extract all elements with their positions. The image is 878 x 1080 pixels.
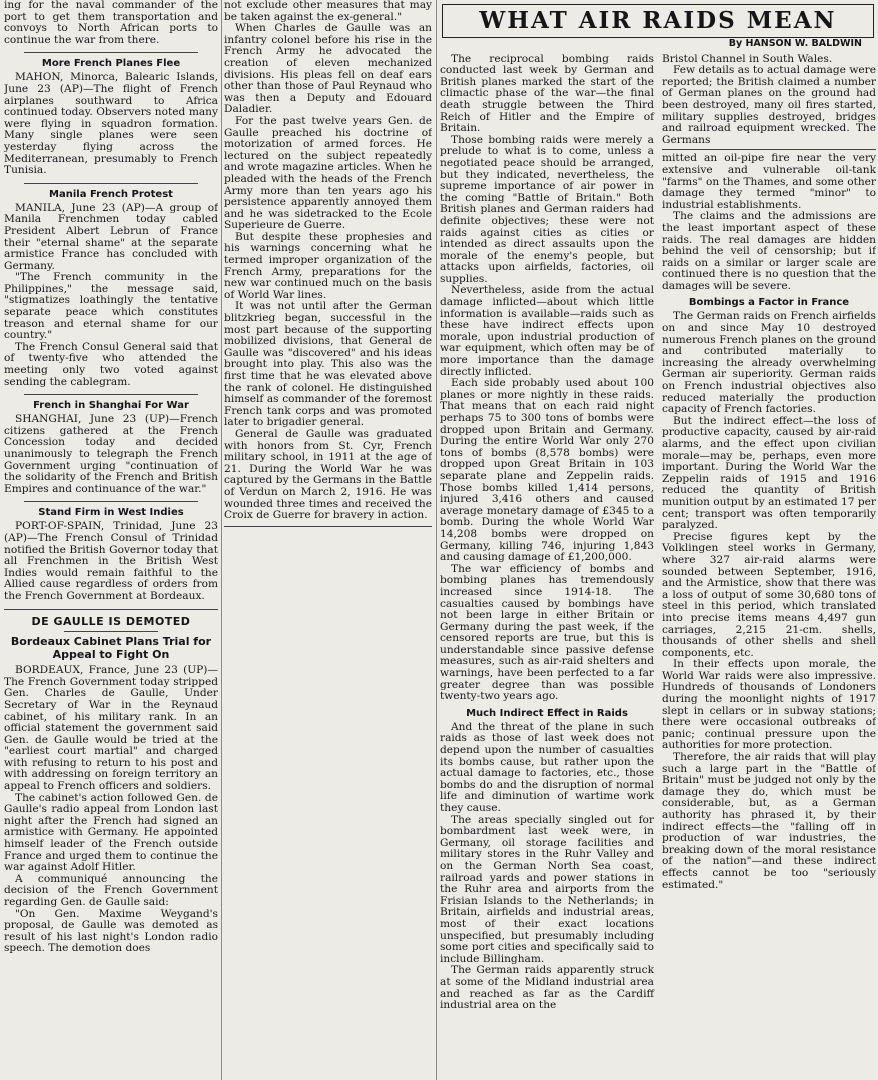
paragraph: Those bombing raids were merely a prelude to what is to come, unless a negotiated peace should be arranged, but they indicated, nevertheless, the supreme importance of air power in the coming "Battle of Britain." Both British planes and German raiders had definite objectives; these were not raids against cities as cities or intended as direct assaults upon the morale of the enemy's people, but attacks upon airfields, factories, oil supplies.: [440, 133, 654, 285]
column-rule: [221, 0, 222, 1080]
article-headline: WHAT AIR RAIDS MEAN: [479, 7, 837, 34]
paragraph: Few details as to actual damage were reported; the British claimed a number of German planes on the ground had been destroyed, many oil fires started, military supplies destroyed, bridges and railroad equipment wrecked. The Germans: [662, 64, 876, 146]
paragraph: not exclude other measures that may be taken against the ex-general.": [224, 0, 432, 23]
continued-text: ing for the naval commander of the port to get them transportation and convoys to North African ports to continue the war from there.: [4, 0, 218, 46]
subhead-manila: Manila French Protest: [49, 188, 173, 200]
paragraph: mitted an oil-pipe fire near the very extensive and vulnerable oil-tank "farms" on the Thames, and some other damage they termed "minor" to industrial establishments.: [662, 152, 876, 211]
paragraph: General de Gaulle was graduated with honors from St. Cyr, French military school, in 1911 at the age of 21. During the World War he was captured by the Germans in the Battle of Verdun on March 2, 1916. He was wounded three times and received the Croix de Guerre for bravery in action.: [224, 427, 432, 522]
article-column-right: [662, 54, 876, 1012]
subhead-west-indies: Stand Firm in West Indies: [38, 507, 184, 519]
subhead-planes-flee: More French Planes Flee: [41, 58, 181, 70]
paragraph: The claims and the admissions are the least important aspect of these raids. The real damages are hidden behind the veil of censorship; but if raids on a similar or larger scale are continued there is no question that the damages will be severe.: [662, 210, 876, 292]
paragraph: A communiqué announcing the decision of the French Government regarding Gen. de Gaulle said:: [4, 872, 218, 908]
paragraph: And the threat of the plane in such raids as those of last week does not depend upon the number of casualties its bombs cause, but rather upon the actual damage to factories, etc., those bombs do and the disruption of normal life and diminution of wartime work they cause.: [440, 720, 654, 814]
paragraph: Therefore, the air raids that will play such a large part in the "Battle of Britain" must be judged not only by the damage they do, which must be considerable, but, as a German authority has phrased it, by their indirect effects—the "falling off in production of war industries, the breaking down of the moral resistance of the nation"—and these indirect effects cannot be too "seriously estimated.": [662, 751, 876, 891]
paragraph: The German raids apparently struck at some of the Midland industrial area and reached as far as the Cardiff industrial area on the: [440, 964, 654, 1012]
paragraph: Bristol Channel in South Wales.: [662, 52, 833, 65]
article-columns: [440, 54, 876, 1012]
paragraph: The German raids on French airfields on and since May 10 destroyed numerous French planes on the ground and contributed materially to increasing the already overwhelming German air superiority. German raids on French industrial objectives also reduced materially the production capacity of French factories.: [662, 310, 876, 416]
paragraph: MAHON, Minorca, Balearic Islands, June 23 (AP)—The flight of French airplanes southward to Africa continued today. Observers noted many were flying in squadron formation. Many single planes were seen yesterday flying across the Mediterranean, presumably to French Tunisia.: [4, 71, 218, 177]
paragraph: The reciprocal bombing raids conducted last week by German and British planes marked the start of the climactic phase of the war—the final death struggle between the Third Reich of Hitler and the Empire of Britain.: [440, 52, 654, 135]
paragraph: It was not until after the German blitzkrieg began, successful in the most part because of the supporting mobilized divisions, that General de Gaulle was "discovered" and his ideas brought into play. This also was the first time that he was elevated above the rank of colonel. He distinguished himself as commander of the foremost French tank corps and was promoted later to brigadier general.: [224, 300, 432, 429]
divider: [24, 183, 198, 184]
paragraph: PORT-OF-SPAIN, Trinidad, June 23 (AP)—The French Consul of Trinidad notified the British Governor today that all Frenchmen in the British West Indies would remain faithful to the Allied cause regardless of orders from the French Government at Bordeaux.: [4, 520, 218, 602]
paragraph: But the indirect effect—the loss of productive capacity, caused by air-raid alarms, and the effect upon civilian morale—may be, perhaps, even more important. During the World War the Zeppelin raids of 1915 and 1916 reduced the quantity of British munition output by an estimated 17 per cent; transport was often temporarily paralyzed.: [662, 414, 876, 532]
article-headline-box: [442, 4, 874, 38]
headline-de-gaulle: DE GAULLE IS DEMOTED: [31, 614, 191, 628]
divider: [24, 52, 198, 53]
paragraph: The areas specially singled out for bombardment last week were, in Germany, oil storage facilities and military stores in the Ruhr Valley and on the German North Sea coast, railroad yards and power stations in the Ruhr area and airports from the Frisian Islands to the Netherlands; in Britain, airfields and industrial areas, most of their exact locations unspecified, but presumably including some port cities and specifically said to include Billingham.: [440, 813, 654, 965]
paragraph: "On Gen. Maxime Weygand's proposal, de Gaulle was demoted as result of his last night's London radio speech. The demotion does: [4, 907, 218, 955]
paragraph: MANILA, June 23 (AP)—A group of Manila Frenchmen today cabled President Albert Lebrun of France their "eternal shame" at the separate armistice France has concluded with Germany.: [4, 201, 218, 272]
paragraph: Each side probably used about 100 planes or more nightly in these raids. That means that on each raid night perhaps 75 to 300 tons of bombs were dropped upon Britain and Germany. During the entire World War only 270 tons of bombs (8,578 bombs) were dropped upon Great Britain in 103 separate plane and Zeppelin raids. Those bombs killed 1,414 persons, injured 3,416 others and caused average monetary damage of £345 to a bomb. During the whole World War 14,208 bombs were dropped on Germany, killing 746, injuring 1,843 and causing damage of £1,200,000.: [440, 377, 654, 564]
subhead-indirect-effect: Much Indirect Effect in Raids: [466, 707, 628, 719]
column-rule: [436, 0, 437, 1080]
column-1: [4, 0, 218, 1080]
divider: [662, 149, 876, 150]
divider: [24, 394, 198, 395]
subhead-bordeaux: Bordeaux Cabinet Plans Trial for Appeal to Fight On: [10, 635, 212, 662]
byline: By HANSON W. BALDWIN: [728, 38, 862, 49]
paragraph: SHANGHAI, June 23 (UP)—French citizens gathered at the French Concession today and decided unanimously to telegraph the French Government urging "continuation of the solidarity of the French and British Empires and continuance of the war.": [4, 413, 218, 495]
paragraph: The war efficiency of bombs and bombing planes has tremendously increased since 1914-18. The casualties caused by bombings have not been large in either Britain or Germany during the past week, if the censored reports are true, but this is understandable since passive defense measures, such as air-raid shelters and warnings, have been perfected to a far greater degree than was possible twenty-two years ago.: [440, 562, 654, 703]
paragraph: Nevertheless, aside from the actual damage inflicted—about which little information is available—raids such as these have indirect effects upon morale, upon industrial production of war equipment, which often may be of more importance than the damage directly inflicted.: [440, 284, 654, 378]
article-air-raids: [440, 0, 876, 1080]
paragraph: In their effects upon morale, the World War raids were also impressive. Hundreds of thousands of Londoners during the moonlight nights of 1917 slept in cellars or in subway stations; there were occasional outbreaks of panic; continual pressure upon the authorities for more protection.: [662, 658, 876, 752]
subhead-bombings-france: Bombings a Factor in France: [688, 297, 850, 309]
divider: [224, 526, 432, 527]
paragraph: For the past twelve years Gen. de Gaulle preached his doctrine of motorization of armed forces. He lectured on the subject repeatedly and wrote magazine articles. When he pleaded with the heads of the French Army more than ten years ago his persistence apparently annoyed them and he was sidetracked to the Ecole Superieure de Guerre.: [224, 114, 432, 232]
paragraph: "The French community in the Philippines," the message said, "stigmatizes loathingly the tentative separate peace which constitutes treason and eternal shame for our country.": [4, 271, 218, 342]
paragraph: Precise figures kept by the Volklingen steel works in Germany, where 327 air-raid alarms were sounded between September, 1916, and the Armistice, show that there was a loss of output of some 30,680 tons of steel in this period, which translated into precise items means 4,497 gun carriages, 2,215 21-cm. shells, thousands of other shells and shell components, etc.: [662, 530, 876, 659]
divider: [4, 609, 218, 610]
paragraph: The cabinet's action followed Gen. de Gaulle's radio appeal from London last night after the French had signed an armistice with Germany. He appointed himself leader of the French outside France and urged them to continue the war against Adolf Hitler.: [4, 791, 218, 874]
article-column-left: [440, 54, 654, 1012]
paragraph: BORDEAUX, France, June 23 (UP)—The French Government today stripped Gen. Charles de Gaulle, Under Secretary of War in the Reynaud cabinet, of his military rank. In an official statement the government said Gen. de Gaulle would be tried at the "earliest court martial" and charged with refusing to return to his post and with addressing on foreign territory an appeal to French officers and soldiers.: [4, 664, 218, 793]
paragraph: The French Consul General said that of twenty-five who attended the meeting only two voted against sending the cablegram.: [4, 340, 218, 388]
column-2: [224, 0, 432, 1080]
divider: [24, 501, 198, 502]
paragraph: But despite these prophesies and his warnings concerning what he termed improper organization of the French Army, preparations for the new war continued much on the basis of World War lines.: [224, 230, 432, 301]
subhead-shanghai: French in Shanghai For War: [33, 400, 189, 412]
divider: [64, 631, 158, 632]
paragraph: When Charles de Gaulle was an infantry colonel before his rise in the French Army he advocated the creation of eleven mechanized divisions. His pleas fell on deaf ears other than those of Paul Reynaud who was then a Deputy and Edouard Daladier.: [224, 22, 432, 116]
